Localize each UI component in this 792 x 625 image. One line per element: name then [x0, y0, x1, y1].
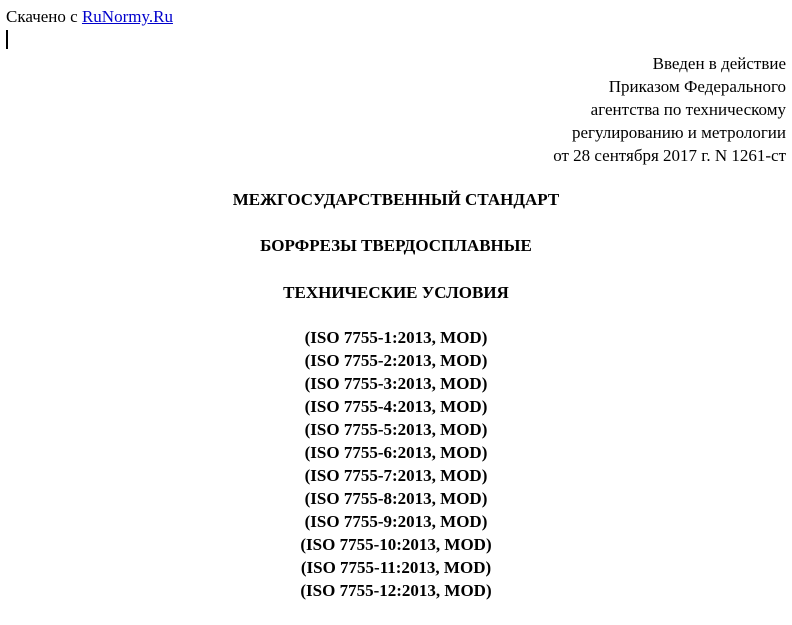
iso-reference: (ISO 7755-3:2013, MOD) [304, 374, 488, 393]
iso-reference: (ISO 7755-1:2013, MOD) [304, 328, 488, 347]
product-title-heading: БОРФРЕЗЫ ТВЕРДОСПЛАВНЫЕ [260, 236, 532, 255]
iso-reference: (ISO 7755-11:2013, MOD) [300, 558, 492, 577]
download-note-prefix: Скачено с [6, 7, 82, 26]
iso-reference: (ISO 7755-7:2013, MOD) [304, 466, 488, 485]
download-note [6, 6, 173, 28]
iso-reference: (ISO 7755-9:2013, MOD) [304, 512, 488, 531]
iso-reference-list [0, 326, 792, 602]
iso-reference: (ISO 7755-4:2013, MOD) [304, 397, 488, 416]
enactment-line: агентства по техническому [590, 100, 786, 119]
enactment-line: регулированию и метрологии [571, 123, 786, 142]
iso-reference: (ISO 7755-2:2013, MOD) [304, 351, 488, 370]
iso-reference: (ISO 7755-10:2013, MOD) [300, 535, 492, 554]
enactment-line: Введен в действие [652, 54, 786, 73]
iso-reference: (ISO 7755-6:2013, MOD) [304, 443, 488, 462]
text-cursor [6, 30, 8, 49]
subtitle-heading: ТЕХНИЧЕСКИЕ УСЛОВИЯ [283, 283, 509, 302]
enactment-line: Приказом Федерального [608, 77, 786, 96]
iso-reference: (ISO 7755-5:2013, MOD) [304, 420, 488, 439]
enactment-line: от 28 сентября 2017 г. N 1261-ст [553, 146, 786, 165]
enactment-note [553, 52, 786, 167]
iso-reference: (ISO 7755-12:2013, MOD) [300, 581, 492, 600]
runormy-link[interactable]: RuNormy.Ru [81, 7, 173, 26]
iso-reference: (ISO 7755-8:2013, MOD) [304, 489, 488, 508]
standard-type-heading: МЕЖГОСУДАРСТВЕННЫЙ СТАНДАРТ [232, 190, 560, 209]
